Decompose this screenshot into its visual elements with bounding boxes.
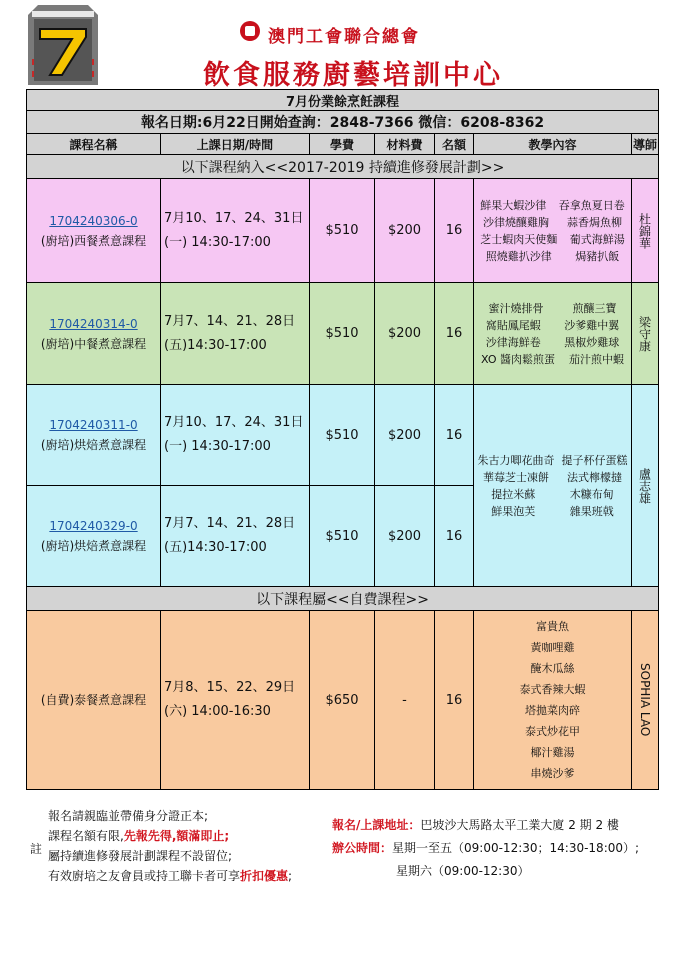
col-tutor: 導師 (632, 134, 659, 155)
table-row (27, 179, 659, 283)
dish: 沙律海鮮卷 (485, 335, 541, 349)
page-header (0, 0, 679, 90)
course-dates: 7月10、17、24、31日 (164, 210, 304, 226)
course-dates: 7月10、17、24、31日 (164, 415, 304, 430)
col-date-time: 上課日期/時間 (161, 134, 310, 155)
dish: 芝士蝦肉天使麵 (480, 232, 558, 246)
dish: 蒜香焗魚柳 (567, 215, 622, 229)
dish: 沙律燒釀雞胸 (483, 215, 549, 229)
course-code-link[interactable]: 1704240314-0 (49, 316, 138, 331)
course-time: (一) 14:30-17:00 (164, 439, 271, 454)
dish: 吞拿魚夏日卷 (558, 198, 625, 212)
dish: 椰汁雞湯 (530, 746, 575, 759)
dish: 黑椒炒雞球 (564, 335, 620, 349)
course-time: (一) 14:30-17:00 (164, 234, 271, 250)
col-fee: 學費 (310, 134, 375, 155)
course-quota: 16 (435, 385, 474, 486)
course-table (26, 89, 659, 790)
col-content: 教學內容 (474, 134, 632, 155)
course-fee: $510 (310, 283, 375, 385)
dish: 提子杯仔蛋糕 (561, 453, 628, 467)
course-material-fee: $200 (375, 486, 435, 587)
col-material-fee: 材料費 (375, 134, 435, 155)
course-material-fee: - (375, 611, 435, 790)
table-header-row (27, 134, 659, 155)
course-code-link[interactable]: 1704240306-0 (49, 213, 138, 228)
dish: 提拉米蘇 (491, 487, 536, 501)
address-line: 報名/上課地址：巴坡沙大馬路太平工業大廈 2 期 2 樓 (332, 818, 619, 832)
course-dates: 7月7、14、21、28日 (164, 516, 296, 531)
organization-name: 澳門工會聯合總會 (268, 27, 420, 47)
dish: 鮮果泡芙 (491, 504, 536, 518)
dish: 葡式海鮮湯 (569, 232, 625, 246)
dish: 木糠布甸 (569, 487, 614, 501)
tutor-name: 梁守康 (637, 315, 652, 352)
dish: 茄汁煎中蝦 (569, 352, 624, 366)
center-logo-icon (28, 5, 98, 85)
note-line: 報名請親臨並帶備身分證正本; (48, 809, 209, 823)
tutor-name: SOPHIA LAO (638, 663, 653, 737)
course-fee: $510 (310, 385, 375, 486)
notes-marker: 註 (30, 842, 43, 856)
dish: 泰式香辣大蝦 (519, 683, 586, 696)
course-fee: $650 (310, 611, 375, 790)
col-quota: 名額 (435, 134, 474, 155)
note-line: 屬持續進修發展計劃課程不設留位; (48, 849, 233, 863)
course-time: (五)14:30-17:00 (164, 540, 267, 555)
course-fee: $510 (310, 179, 375, 283)
dish: 煎釀三寶 (572, 301, 617, 315)
table-row (27, 611, 659, 790)
note-line: 課程名額有限,先報先得,額滿即止; (48, 829, 230, 843)
section-title-selfpay: 以下課程屬<<自費課程>> (27, 587, 659, 611)
course-dates: 7月8、15、22、29日 (164, 680, 296, 695)
table-title: 7月份業餘烹飪課程 (27, 90, 659, 111)
course-fee: $510 (310, 486, 375, 587)
course-name: (廚培)中餐煮意課程 (40, 336, 147, 351)
course-code-link[interactable]: 1704240311-0 (49, 418, 138, 432)
section-title-plan: 以下課程納入<<2017-2019 持續進修發展計劃>> (27, 155, 659, 179)
dish: XO 醬肉鬆煎蛋 (481, 352, 555, 366)
course-dates: 7月7、14、21、28日 (164, 313, 296, 329)
dish: 沙爹雞中翼 (564, 318, 620, 332)
dish: 蜜汁燒排骨 (488, 301, 544, 315)
dish: 黃咖哩雞 (530, 641, 575, 654)
dish: 富貴魚 (536, 620, 569, 633)
dish: 雜果班戟 (569, 504, 614, 518)
hours-line-saturday: 星期六（09:00-12:30） (396, 864, 530, 878)
course-quota: 16 (435, 179, 474, 283)
tutor-name: 杜錦華 (637, 212, 652, 249)
table-row (27, 283, 659, 385)
course-time: (六) 14:00-16:30 (164, 704, 271, 719)
dish: 華莓芝士凍餅 (483, 470, 549, 484)
dish: 醃木瓜絲 (530, 662, 575, 675)
dish: 鮮果大蝦沙律 (480, 198, 547, 212)
course-material-fee: $200 (375, 179, 435, 283)
dish: 窩貼鳳尾蝦 (485, 318, 541, 332)
hours-line: 辦公時間：星期一至五（09:00-12:30；14:30-18:00）; (332, 841, 640, 855)
tutor-name: 盧志雄 (637, 467, 652, 504)
course-name: (廚培)西餐煮意課程 (40, 233, 147, 248)
table-row (27, 385, 659, 486)
col-course-name: 課程名稱 (27, 134, 161, 155)
dish: 法式檸檬撻 (567, 470, 622, 484)
dish: 朱古力唧花曲奇 (477, 453, 555, 467)
course-name: (自費)泰餐煮意課程 (27, 611, 161, 790)
course-quota: 16 (435, 611, 474, 790)
course-name: (廚培)烘焙煮意課程 (40, 539, 147, 553)
center-name: 飲食服務廚藝培訓中心 (203, 60, 503, 91)
course-name: (廚培)烘焙煮意課程 (40, 438, 147, 452)
course-material-fee: $200 (375, 385, 435, 486)
dish: 串燒沙爹 (530, 767, 575, 780)
course-quota: 16 (435, 283, 474, 385)
course-material-fee: $200 (375, 283, 435, 385)
note-line: 有效廚培之友會員或持工聯卡者可享折扣優惠; (48, 869, 293, 883)
course-quota: 16 (435, 486, 474, 587)
course-code-link[interactable]: 1704240329-0 (49, 519, 138, 533)
dish: 泰式炒花甲 (525, 725, 580, 738)
union-seal-icon (240, 21, 260, 41)
course-time: (五)14:30-17:00 (164, 337, 267, 353)
registration-info: 報名日期:6月22日開始查詢：2848-7366 微信：6208-8362 (27, 111, 659, 134)
dish: 塔拋菜肉碎 (525, 704, 580, 717)
dish: 照燒雞扒沙律 (485, 249, 552, 263)
dish: 焗豬扒飯 (575, 249, 620, 263)
contact-info (332, 814, 639, 883)
